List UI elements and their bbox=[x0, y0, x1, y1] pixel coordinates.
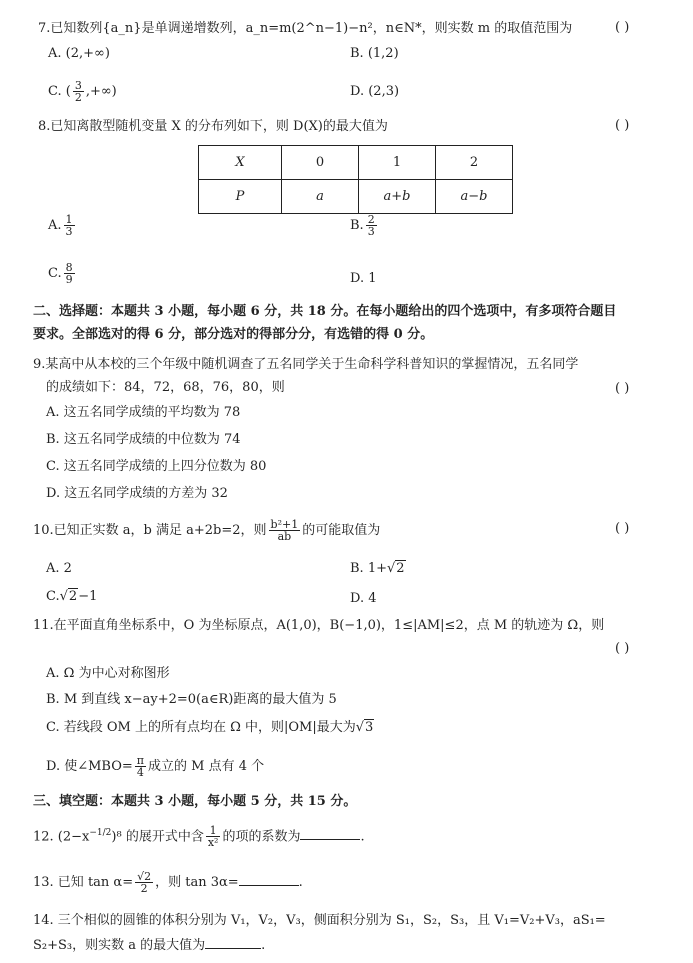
q11-option-a: A. Ω 为中心对称图形 bbox=[46, 666, 170, 681]
q10-stem bbox=[33, 519, 380, 542]
q13-stem bbox=[33, 871, 303, 894]
q11-d-prefix: D. 使∠MBO= bbox=[46, 759, 133, 774]
table-cell: 0 bbox=[282, 146, 359, 180]
q13-fraction bbox=[135, 871, 153, 894]
q10-c-suffix: −1 bbox=[78, 589, 98, 604]
q8-c-fraction bbox=[64, 262, 75, 285]
q13-frac-den: 2 bbox=[135, 882, 153, 894]
q11-d-den: 4 bbox=[135, 766, 146, 778]
q8-a-den: 3 bbox=[65, 225, 73, 238]
q11-stem: 11.在平面直角坐标系中，O 为坐标原点，A(1,0)，B(−1,0)，1≤|AM|≤2，点 M 的轨迹为 Ω，则 bbox=[33, 618, 605, 633]
q8-answer-paren: ( ) bbox=[615, 118, 630, 133]
q12-answer-blank[interactable] bbox=[300, 827, 360, 840]
q11-option-c bbox=[46, 719, 374, 737]
q12-stem bbox=[33, 824, 365, 848]
q14-stem-line2 bbox=[33, 936, 265, 955]
q7-option-b: B. (1,2) bbox=[350, 46, 399, 61]
table-cell: X bbox=[199, 146, 282, 180]
q8-option-d: D. 1 bbox=[350, 271, 377, 286]
table-cell: a−b bbox=[436, 180, 513, 214]
q12-fraction bbox=[206, 825, 221, 848]
q11-d-suffix: 成立的 M 点有 4 个 bbox=[148, 759, 265, 774]
q12-prefix: 12. (2−x bbox=[33, 829, 90, 845]
q7-option-d: D. (2,3) bbox=[350, 84, 400, 99]
section2-heading-line1: 二、选择题：本题共 3 小题，每小题 6 分，共 18 分。在每小题给出的四个选项中，有多项符合题目 bbox=[33, 304, 617, 319]
q8-option-a bbox=[48, 214, 77, 237]
table-cell: 1 bbox=[359, 146, 436, 180]
q8-a-num: 1 bbox=[65, 213, 73, 226]
q9-option-a: A. 这五名同学成绩的平均数为 78 bbox=[46, 405, 241, 420]
q12-exponent: −1/2 bbox=[89, 828, 112, 838]
q12-frac-num: 1 bbox=[209, 824, 217, 838]
q7-answer-paren: ( ) bbox=[615, 20, 630, 35]
table-cell: a bbox=[282, 180, 359, 214]
q11-option-d bbox=[46, 755, 264, 778]
q11-answer-paren: ( ) bbox=[615, 641, 630, 656]
q7-c-num: 3 bbox=[74, 79, 82, 92]
q13-frac-num: √2 bbox=[137, 870, 152, 883]
q10-frac-num: b²+1 bbox=[270, 518, 299, 531]
q12-frac-den: x² bbox=[207, 836, 219, 850]
q11-option-b: B. M 到直线 x−ay+2=0(a∈R)距离的最大值为 5 bbox=[46, 692, 337, 707]
q12-suffix: 的项的系数为 bbox=[222, 829, 301, 845]
q14-stem-line1: 14. 三个相似的圆锥的体积分别为 V₁，V₂，V₃，侧面积分别为 S₁，S₂，S₃，且 V₁=V₂+V₃，aS₁= bbox=[33, 913, 606, 928]
q10-option-d: D. 4 bbox=[350, 591, 377, 606]
q7-stem: 7.已知数列{a_n}是单调递增数列，a_n=m(2^n−1)−n²，n∈N*，则实数 m 的取值范围为 bbox=[38, 21, 573, 36]
table-cell: 2 bbox=[436, 146, 513, 180]
q7-c-den: 2 bbox=[74, 91, 82, 104]
q7-c-suffix: ,+∞) bbox=[85, 84, 117, 99]
q9-stem-line1: 9.某高中从本校的三个年级中随机调查了五名同学关于生命科学科普知识的掌握情况，五名同学 bbox=[33, 357, 579, 372]
q9-option-c: C. 这五名同学成绩的上四分位数为 80 bbox=[46, 459, 267, 474]
table-row bbox=[199, 180, 513, 214]
table-cell: P bbox=[199, 180, 282, 214]
q8-a-fraction bbox=[64, 214, 75, 237]
q7-option-c bbox=[48, 80, 117, 103]
q11-c-prefix: C. 若线段 OM 上的所有点均在 Ω 中，则|OM|最大为√ bbox=[46, 720, 365, 735]
q13-period: . bbox=[298, 875, 303, 890]
q10-c-radicand: 2 bbox=[68, 589, 78, 604]
q13-prefix: 13. 已知 tan α= bbox=[33, 875, 134, 890]
q7-c-prefix: C. ( bbox=[48, 84, 71, 99]
q7-c-fraction bbox=[73, 80, 84, 103]
q8-b-prefix: B. bbox=[350, 218, 364, 233]
q8-option-b bbox=[350, 214, 379, 237]
q7-option-a: A. (2,+∞) bbox=[48, 46, 110, 61]
q10-option-c bbox=[46, 588, 97, 606]
q8-b-num: 2 bbox=[367, 213, 375, 226]
table-cell: a+b bbox=[359, 180, 436, 214]
q9-stem-line2: 的成绩如下：84，72，68，76，80，则 bbox=[46, 380, 285, 395]
q9-answer-paren: ( ) bbox=[615, 381, 630, 396]
q10-answer-paren: ( ) bbox=[615, 521, 630, 536]
q10-stem-prefix: 10.已知正实数 a，b 满足 a+2b=2，则 bbox=[33, 523, 267, 538]
q11-d-fraction bbox=[135, 755, 146, 778]
q10-c-prefix: C.√ bbox=[46, 589, 68, 604]
q12-period: . bbox=[360, 829, 365, 845]
q9-option-d: D. 这五名同学成绩的方差为 32 bbox=[46, 486, 228, 501]
q8-c-num: 8 bbox=[65, 261, 73, 274]
q10-fraction bbox=[269, 519, 301, 542]
q9-option-b: B. 这五名同学成绩的中位数为 74 bbox=[46, 432, 241, 447]
q8-c-den: 9 bbox=[65, 273, 73, 286]
q10-option-b bbox=[350, 560, 406, 578]
q10-b-prefix: B. 1+√ bbox=[350, 561, 396, 576]
q8-b-fraction bbox=[366, 214, 377, 237]
q14-answer-blank[interactable] bbox=[205, 936, 261, 949]
section3-heading: 三、填空题：本题共 3 小题，每小题 5 分，共 15 分。 bbox=[33, 794, 357, 809]
section2-heading-line2: 要求。全部选对的得 6 分，部分选对的得部分分，有选错的得 0 分。 bbox=[33, 327, 434, 342]
table-row bbox=[199, 146, 513, 180]
q11-d-num: π bbox=[136, 754, 145, 767]
q10-b-radicand: 2 bbox=[396, 561, 405, 576]
q8-b-den: 3 bbox=[367, 225, 375, 238]
q14-period: . bbox=[261, 938, 266, 953]
q14-line2-text: S₂+S₃，则实数 a 的最大值为 bbox=[33, 938, 206, 953]
q8-stem: 8.已知离散型随机变量 X 的分布列如下，则 D(X)的最大值为 bbox=[38, 119, 388, 134]
q10-option-a: A. 2 bbox=[46, 561, 72, 576]
q8-c-prefix: C. bbox=[48, 266, 62, 281]
q10-frac-den: ab bbox=[269, 530, 301, 542]
distribution-table bbox=[198, 145, 513, 214]
q10-stem-suffix: 的可能取值为 bbox=[302, 523, 381, 538]
q13-suffix: ，则 tan 3α= bbox=[155, 875, 239, 890]
q13-answer-blank[interactable] bbox=[239, 873, 299, 886]
q8-option-c bbox=[48, 262, 77, 285]
q11-c-radicand: 3 bbox=[365, 720, 374, 735]
q12-middle: )⁸ 的展开式中含 bbox=[111, 829, 204, 845]
q8-a-prefix: A. bbox=[48, 218, 62, 233]
